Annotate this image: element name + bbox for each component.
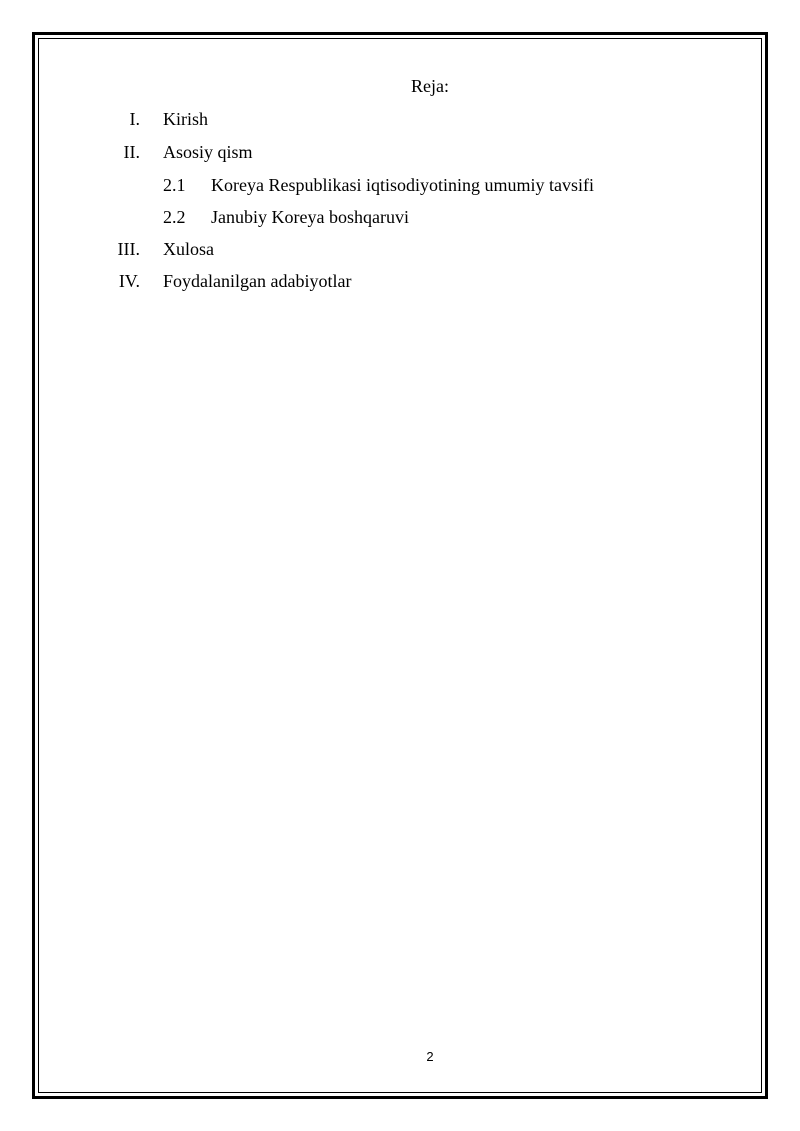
page-border-inner [38, 38, 762, 1093]
toc-subitem-number: 2.2 [163, 207, 186, 227]
toc-subitem-number: 2.1 [163, 175, 186, 195]
toc-item-label: Asosiy qism [163, 142, 253, 162]
toc-item-number: I. [129, 109, 140, 129]
toc-item-number: III. [117, 239, 140, 259]
toc-item-number: IV. [118, 271, 140, 291]
page-title: Reja: [411, 76, 449, 96]
page-number: 2 [426, 1049, 434, 1064]
toc-item-label: Xulosa [163, 239, 214, 259]
toc-subitem-label: Koreya Respublikasi iqtisodiyotining umumiy tavsifi [211, 175, 594, 195]
toc-subitem-label: Janubiy Koreya boshqaruvi [211, 207, 409, 227]
toc-item-label: Kirish [163, 109, 208, 129]
toc-item-number: II. [123, 142, 140, 162]
toc-item-label: Foydalanilgan adabiyotlar [163, 271, 352, 291]
